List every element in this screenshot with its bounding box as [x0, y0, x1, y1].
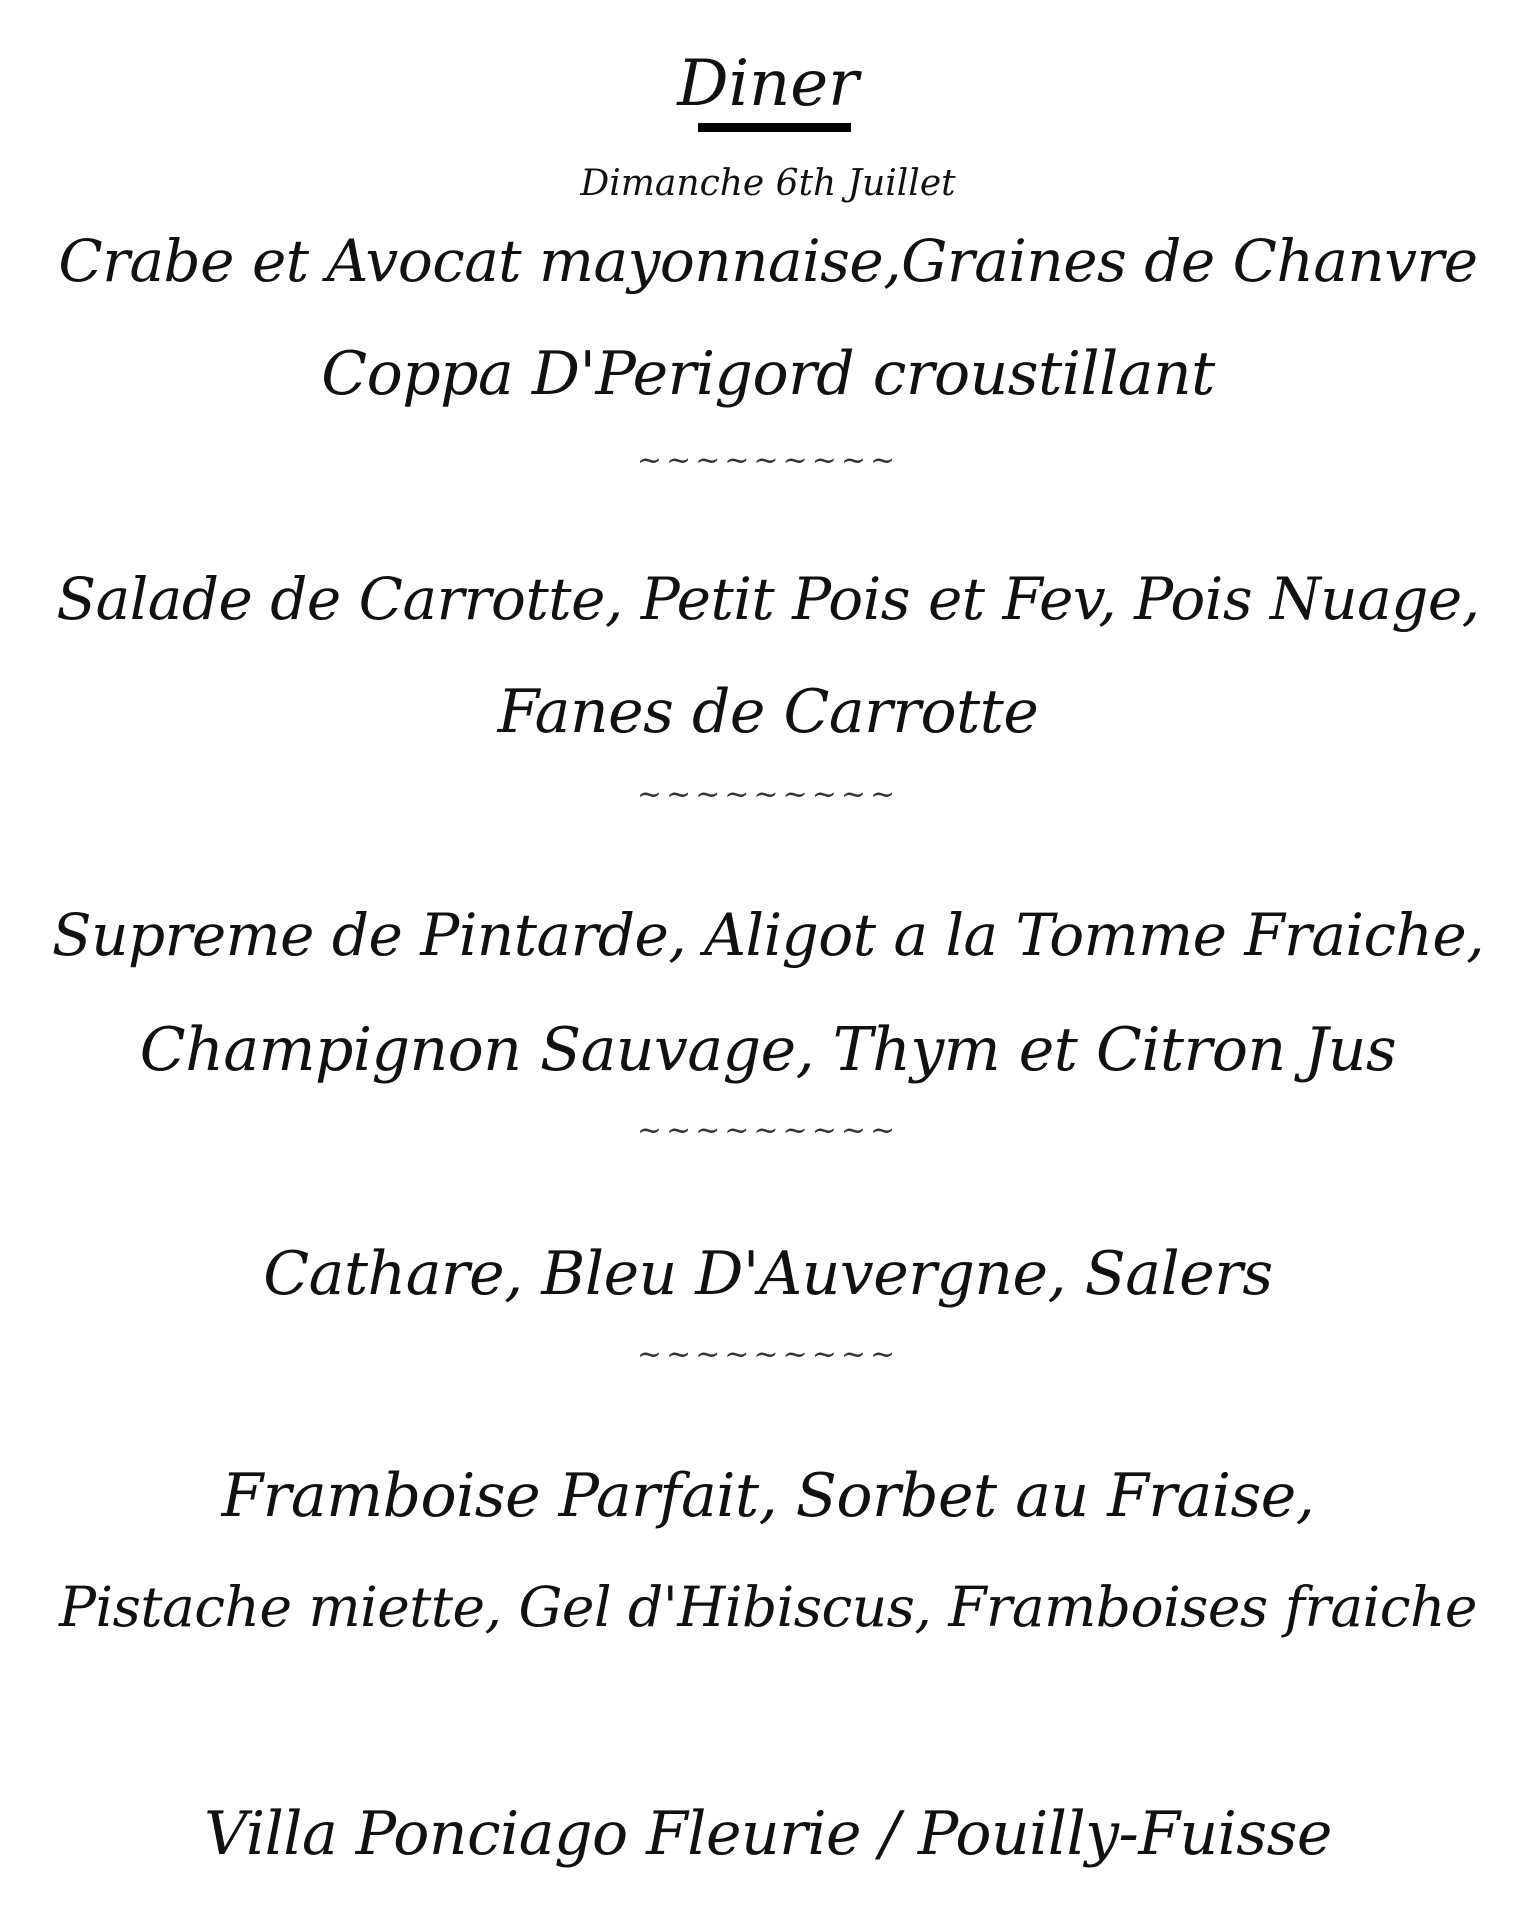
- course-1-line-2: Coppa D'Perigord croustillant: [321, 339, 1215, 409]
- course-separator-2: ~~~~~~~~~: [636, 777, 900, 812]
- course-2-line-1: Salade de Carrotte, Petit Pois et Fev, Pois Nuage,: [56, 565, 1480, 633]
- course-separator-1: ~~~~~~~~~: [636, 443, 900, 478]
- title-underline: [698, 123, 851, 132]
- course-5-line-1: Framboise Parfait, Sorbet au Fraise,: [221, 1461, 1315, 1531]
- course-3-line-2: Champignon Sauvage, Thym et Citron Jus: [139, 1015, 1397, 1085]
- course-4-line-1: Cathare, Bleu D'Auvergne, Salers: [263, 1239, 1273, 1309]
- course-separator-3: ~~~~~~~~~: [636, 1113, 900, 1148]
- course-separator-4: ~~~~~~~~~: [636, 1337, 900, 1372]
- wine-pairing: Villa Ponciago Fleurie / Pouilly-Fuisse: [204, 1799, 1332, 1869]
- course-5-line-2: Pistache miette, Gel d'Hibiscus, Framboises fraiche: [59, 1575, 1477, 1639]
- course-1-line-1: Crabe et Avocat mayonnaise,Graines de Chanvre: [58, 227, 1478, 295]
- course-3-line-1: Supreme de Pintarde, Aligot a la Tomme Fraiche,: [51, 901, 1485, 969]
- course-2-line-2: Fanes de Carrotte: [497, 677, 1039, 747]
- menu-title: Diner: [677, 47, 859, 121]
- menu-date: Dimanche 6th Juillet: [580, 163, 956, 204]
